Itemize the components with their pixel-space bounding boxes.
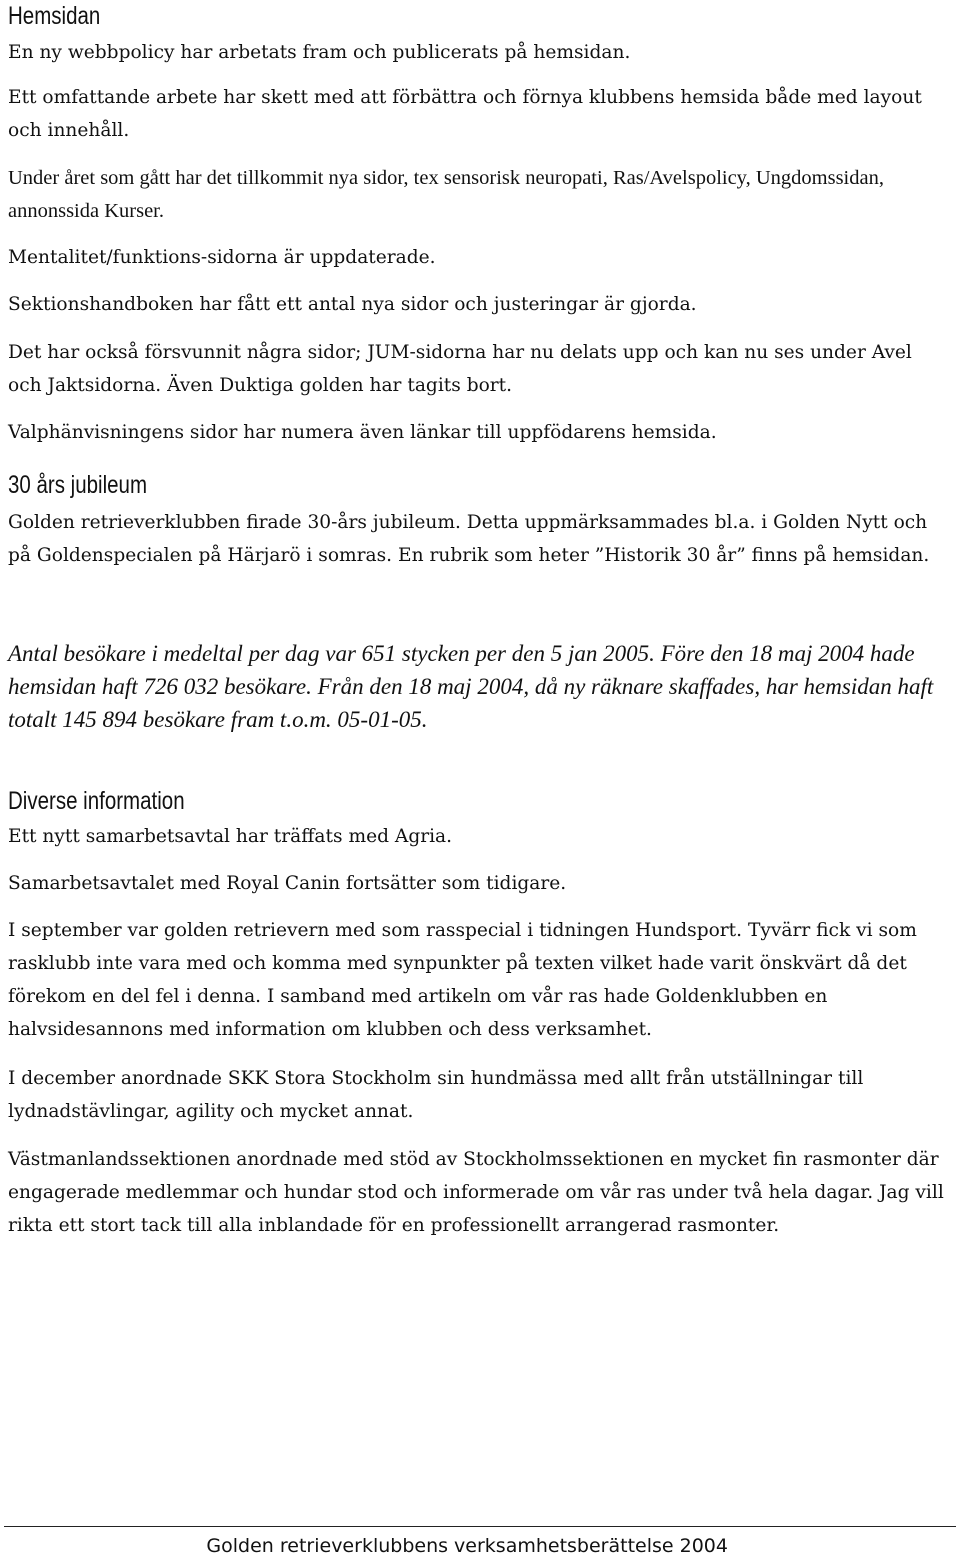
section-heading-diverse: Diverse information [8,787,185,815]
paragraph: Sektionshandboken har fått ett antal nya sidor och justeringar är gjorda. [8,294,697,315]
paragraph: Golden retrieverklubben firade 30-års jubileum. Detta uppmärksammades bl.a. i Golden Nytt och på Goldenspecialen på Härjarö i somras. En rubrik som heter ”Historik 30 år” finns på hemsidan. [8,512,930,566]
section-heading-hemsidan: Hemsidan [8,2,101,30]
paragraph-italic: Antal besökare i medeltal per dag var 651 stycken per den 5 jan 2005. Före den 18 maj 2004 hade hemsidan haft 726 032 besökare. Från den 18 maj 2004, då ny räknare skaffades, har hemsidan haft totalt 145 894 besökare fram t.o.m. 05-01-05. [8,641,934,732]
paragraph: Valphänvisningens sidor har numera även länkar till uppfödarens hemsida. [8,422,717,443]
paragraph: I september var golden retrievern med som rasspecial i tidningen Hundsport. Tyvärr fick vi som rasklubb inte vara med och komma med synpunkter på texten vilket hade varit önskvärt då det förekom en del fel i denna. I samband med artikeln om vår ras hade Goldenklubben en halvsidesannons med information om klubben och dess verksamhet. [8,920,917,1040]
paragraph: En ny webbpolicy har arbetats fram och publicerats på hemsidan. [8,42,631,63]
paragraph: Under året som gått har det tillkommit nya sidor, tex sensorisk neuropati, Ras/Avelspolicy, Ungdomssidan, annonssida Kurser. [8,167,884,222]
paragraph: Det har också försvunnit några sidor; JUM-sidorna har nu delats upp och kan nu ses under Avel och Jaktsidorna. Även Duktiga golden har tagits bort. [8,342,912,396]
paragraph: Västmanlandssektionen anordnade med stöd av Stockholmssektionen en mycket fin rasmonter där engagerade medlemmar och hundar stod och informerade om vår ras under två hela dagar. Jag vill rikta ett stort tack till alla inblandade för en professionellt arrangerad rasmonter. [8,1149,944,1236]
section-heading-jubileum: 30 års jubileum [8,471,148,499]
paragraph: Samarbetsavtalet med Royal Canin fortsätter som tidigare. [8,873,567,894]
paragraph: Ett nytt samarbetsavtal har träffats med Agria. [8,826,453,847]
paragraph: Ett omfattande arbete har skett med att förbättra och förnya klubbens hemsida både med layout och innehåll. [8,87,922,141]
footer-divider [4,1526,956,1527]
footer-title: Golden retrieverklubbens verksamhetsberättelse 2004 [206,1535,728,1557]
paragraph: Mentalitet/funktions-sidorna är uppdaterade. [8,247,436,268]
paragraph: I december anordnade SKK Stora Stockholm sin hundmässa med allt från utställningar till lydnadstävlingar, agility och mycket annat. [8,1068,864,1122]
